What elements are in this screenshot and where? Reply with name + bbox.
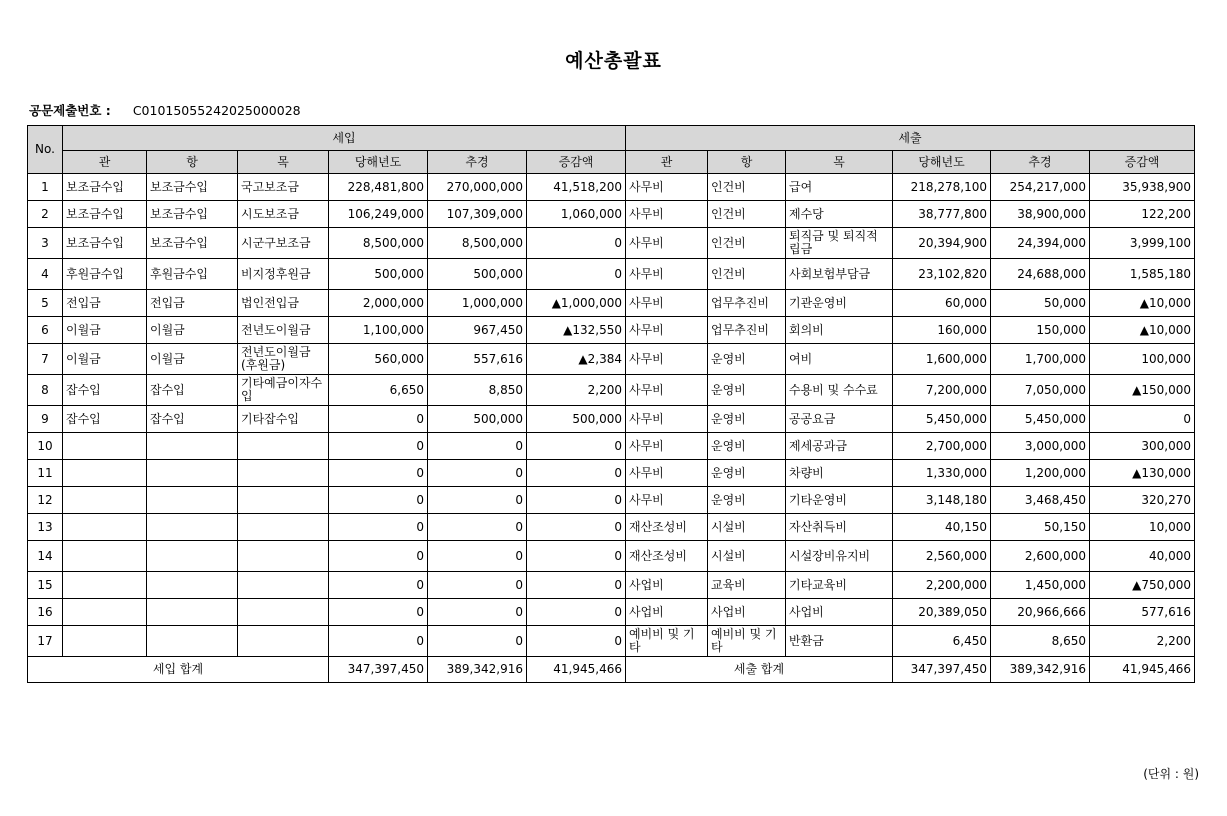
income-supplementary-cell: 967,450 [428,317,527,344]
row-number: 8 [28,375,63,406]
income-mok-cell [238,541,329,572]
expense-change-cell: 40,000 [1090,541,1195,572]
expense-hang-cell: 인건비 [708,201,786,228]
table-row [28,460,1195,487]
expense-current-cell: 1,600,000 [893,344,991,375]
row-number: 10 [28,433,63,460]
income-hang-cell: 후원금수입 [147,259,238,290]
expense-supplementary-cell: 5,450,000 [991,406,1090,433]
income-supplementary-cell: 0 [428,599,527,626]
table-row [28,174,1195,201]
table-row [28,344,1195,375]
expense-mok-cell: 수용비 및 수수료 [786,375,893,406]
income-gwan-cell [63,460,147,487]
table-row [28,572,1195,599]
header-income-mok: 목 [238,151,329,174]
table-row [28,626,1195,657]
income-supplementary-cell: 8,850 [428,375,527,406]
income-gwan-cell [63,599,147,626]
expense-current-cell: 38,777,800 [893,201,991,228]
row-number: 9 [28,406,63,433]
row-number: 5 [28,290,63,317]
expense-supplementary-cell: 1,450,000 [991,572,1090,599]
income-change-cell: ▲132,550 [527,317,626,344]
header-income-change: 증감액 [527,151,626,174]
expense-gwan-cell: 사무비 [626,406,708,433]
income-gwan-cell: 보조금수입 [63,228,147,259]
header-income-supplementary: 추경 [428,151,527,174]
income-gwan-cell [63,626,147,657]
income-current-cell: 0 [329,433,428,460]
income-mok-cell [238,433,329,460]
header-expense: 세출 [626,126,1195,151]
totals-row [28,657,1195,683]
header-no: No. [28,126,63,174]
expense-change-cell: 122,200 [1090,201,1195,228]
expense-change-cell: 3,999,100 [1090,228,1195,259]
income-supplementary-cell: 270,000,000 [428,174,527,201]
income-mok-cell: 비지정후원금 [238,259,329,290]
budget-summary-table [27,125,1195,683]
income-current-cell: 106,249,000 [329,201,428,228]
expense-supplementary-cell: 3,468,450 [991,487,1090,514]
expense-mok-cell: 제세공과금 [786,433,893,460]
income-change-cell: 0 [527,514,626,541]
expense-gwan-cell: 재산조성비 [626,514,708,541]
expense-supplementary-cell: 24,688,000 [991,259,1090,290]
income-current-cell: 500,000 [329,259,428,290]
row-number: 1 [28,174,63,201]
income-supplementary-cell: 107,309,000 [428,201,527,228]
income-mok-cell: 국고보조금 [238,174,329,201]
income-hang-cell [147,460,238,487]
expense-total-current: 347,397,450 [893,657,991,683]
income-supplementary-cell: 0 [428,514,527,541]
income-mok-cell [238,572,329,599]
expense-gwan-cell: 재산조성비 [626,541,708,572]
expense-hang-cell: 사업비 [708,599,786,626]
expense-supplementary-cell: 254,217,000 [991,174,1090,201]
income-supplementary-cell: 0 [428,487,527,514]
expense-mok-cell: 자산취득비 [786,514,893,541]
expense-current-cell: 6,450 [893,626,991,657]
expense-gwan-cell: 사업비 [626,572,708,599]
income-gwan-cell: 전입금 [63,290,147,317]
expense-gwan-cell: 사무비 [626,317,708,344]
expense-supplementary-cell: 1,700,000 [991,344,1090,375]
expense-mok-cell: 기타교육비 [786,572,893,599]
table-row [28,375,1195,406]
expense-current-cell: 7,200,000 [893,375,991,406]
table-body [28,174,1195,657]
expense-supplementary-cell: 24,394,000 [991,228,1090,259]
expense-current-cell: 3,148,180 [893,487,991,514]
expense-supplementary-cell: 1,200,000 [991,460,1090,487]
income-change-cell: 41,518,200 [527,174,626,201]
expense-mok-cell: 반환금 [786,626,893,657]
header-row-groups [28,126,1195,151]
income-gwan-cell: 보조금수입 [63,201,147,228]
table-row [28,433,1195,460]
expense-hang-cell: 운영비 [708,487,786,514]
expense-mok-cell: 퇴직금 및 퇴직적립금 [786,228,893,259]
income-change-cell: 500,000 [527,406,626,433]
expense-supplementary-cell: 38,900,000 [991,201,1090,228]
expense-mok-cell: 기타운영비 [786,487,893,514]
expense-hang-cell: 예비비 및 기타 [708,626,786,657]
table-row [28,541,1195,572]
income-total-current: 347,397,450 [329,657,428,683]
expense-gwan-cell: 사무비 [626,375,708,406]
expense-hang-cell: 인건비 [708,174,786,201]
income-mok-cell [238,514,329,541]
income-current-cell: 0 [329,460,428,487]
expense-change-cell: ▲750,000 [1090,572,1195,599]
table-row [28,259,1195,290]
header-expense-mok: 목 [786,151,893,174]
expense-current-cell: 160,000 [893,317,991,344]
expense-mok-cell: 시설장비유지비 [786,541,893,572]
row-number: 6 [28,317,63,344]
expense-hang-cell: 운영비 [708,460,786,487]
expense-change-cell: 0 [1090,406,1195,433]
income-supplementary-cell: 0 [428,460,527,487]
income-supplementary-cell: 1,000,000 [428,290,527,317]
expense-change-cell: 577,616 [1090,599,1195,626]
header-expense-change: 증감액 [1090,151,1195,174]
income-supplementary-cell: 0 [428,433,527,460]
expense-supplementary-cell: 20,966,666 [991,599,1090,626]
expense-change-cell: 320,270 [1090,487,1195,514]
expense-hang-cell: 인건비 [708,259,786,290]
expense-hang-cell: 운영비 [708,344,786,375]
header-income-gwan: 관 [63,151,147,174]
income-gwan-cell: 이월금 [63,344,147,375]
income-current-cell: 0 [329,626,428,657]
income-current-cell: 0 [329,572,428,599]
expense-gwan-cell: 사무비 [626,174,708,201]
row-number: 13 [28,514,63,541]
table-row [28,514,1195,541]
table-row [28,599,1195,626]
header-income: 세입 [63,126,626,151]
table-row [28,317,1195,344]
expense-change-cell: 100,000 [1090,344,1195,375]
income-change-cell: 0 [527,460,626,487]
income-mok-cell: 시도보조금 [238,201,329,228]
income-hang-cell [147,626,238,657]
expense-supplementary-cell: 8,650 [991,626,1090,657]
income-change-cell: 0 [527,487,626,514]
income-hang-cell [147,433,238,460]
income-gwan-cell: 잡수입 [63,406,147,433]
income-gwan-cell: 보조금수입 [63,174,147,201]
income-change-cell: 0 [527,259,626,290]
income-change-cell: 0 [527,572,626,599]
income-current-cell: 6,650 [329,375,428,406]
expense-change-cell: ▲10,000 [1090,317,1195,344]
income-total-change: 41,945,466 [527,657,626,683]
income-mok-cell: 전년도이월금 [238,317,329,344]
expense-total-change: 41,945,466 [1090,657,1195,683]
income-current-cell: 8,500,000 [329,228,428,259]
expense-mok-cell: 차량비 [786,460,893,487]
expense-change-cell: ▲130,000 [1090,460,1195,487]
expense-mok-cell: 제수당 [786,201,893,228]
expense-gwan-cell: 사무비 [626,433,708,460]
income-gwan-cell [63,433,147,460]
income-change-cell: 0 [527,433,626,460]
expense-gwan-cell: 사무비 [626,201,708,228]
table-row [28,201,1195,228]
income-hang-cell: 이월금 [147,344,238,375]
row-number: 7 [28,344,63,375]
income-gwan-cell [63,514,147,541]
table-row [28,406,1195,433]
expense-gwan-cell: 사무비 [626,487,708,514]
income-change-cell: ▲1,000,000 [527,290,626,317]
expense-change-cell: 2,200 [1090,626,1195,657]
income-hang-cell [147,572,238,599]
header-expense-current-year: 당해년도 [893,151,991,174]
row-number: 4 [28,259,63,290]
income-change-cell: 0 [527,541,626,572]
income-gwan-cell: 후원금수입 [63,259,147,290]
header-expense-gwan: 관 [626,151,708,174]
expense-mok-cell: 사업비 [786,599,893,626]
row-number: 12 [28,487,63,514]
expense-current-cell: 23,102,820 [893,259,991,290]
expense-mok-cell: 회의비 [786,317,893,344]
expense-hang-cell: 인건비 [708,228,786,259]
income-mok-cell: 전년도이월금(후원금) [238,344,329,375]
header-expense-supplementary: 추경 [991,151,1090,174]
income-hang-cell: 보조금수입 [147,201,238,228]
income-change-cell: 0 [527,228,626,259]
income-supplementary-cell: 8,500,000 [428,228,527,259]
document-number-value: C01015055242025000028 [132,103,301,118]
income-supplementary-cell: 500,000 [428,406,527,433]
income-mok-cell: 기타잡수입 [238,406,329,433]
income-current-cell: 2,000,000 [329,290,428,317]
income-change-cell: 0 [527,599,626,626]
income-mok-cell [238,487,329,514]
document-number-label: 공문제출번호 : [29,103,111,118]
expense-mok-cell: 사회보험부담금 [786,259,893,290]
row-number: 11 [28,460,63,487]
income-current-cell: 0 [329,541,428,572]
income-change-cell: ▲2,384 [527,344,626,375]
expense-hang-cell: 업무추진비 [708,290,786,317]
expense-change-cell: 300,000 [1090,433,1195,460]
income-mok-cell: 시군구보조금 [238,228,329,259]
expense-current-cell: 5,450,000 [893,406,991,433]
row-number: 2 [28,201,63,228]
expense-hang-cell: 시설비 [708,541,786,572]
expense-gwan-cell: 사무비 [626,344,708,375]
expense-hang-cell: 운영비 [708,406,786,433]
expense-supplementary-cell: 50,150 [991,514,1090,541]
row-number: 3 [28,228,63,259]
expense-current-cell: 2,560,000 [893,541,991,572]
expense-gwan-cell: 사업비 [626,599,708,626]
income-gwan-cell: 잡수입 [63,375,147,406]
expense-gwan-cell: 사무비 [626,228,708,259]
expense-current-cell: 60,000 [893,290,991,317]
expense-gwan-cell: 예비비 및 기타 [626,626,708,657]
income-current-cell: 228,481,800 [329,174,428,201]
header-income-current-year: 당해년도 [329,151,428,174]
expense-supplementary-cell: 7,050,000 [991,375,1090,406]
table-row [28,487,1195,514]
income-change-cell: 2,200 [527,375,626,406]
expense-change-cell: 1,585,180 [1090,259,1195,290]
expense-supplementary-cell: 2,600,000 [991,541,1090,572]
income-mok-cell: 기타예금이자수입 [238,375,329,406]
income-hang-cell: 보조금수입 [147,174,238,201]
expense-mok-cell: 급여 [786,174,893,201]
income-current-cell: 560,000 [329,344,428,375]
expense-change-cell: 10,000 [1090,514,1195,541]
row-number: 15 [28,572,63,599]
expense-mok-cell: 공공요금 [786,406,893,433]
expense-hang-cell: 운영비 [708,433,786,460]
expense-supplementary-cell: 3,000,000 [991,433,1090,460]
income-mok-cell: 법인전입금 [238,290,329,317]
expense-mok-cell: 여비 [786,344,893,375]
expense-hang-cell: 교육비 [708,572,786,599]
expense-gwan-cell: 사무비 [626,290,708,317]
expense-gwan-cell: 사무비 [626,259,708,290]
income-gwan-cell [63,487,147,514]
expense-supplementary-cell: 150,000 [991,317,1090,344]
income-current-cell: 0 [329,599,428,626]
expense-current-cell: 1,330,000 [893,460,991,487]
expense-mok-cell: 기관운영비 [786,290,893,317]
expense-current-cell: 20,394,900 [893,228,991,259]
income-hang-cell: 잡수입 [147,406,238,433]
income-gwan-cell [63,572,147,599]
table-row [28,228,1195,259]
income-hang-cell: 이월금 [147,317,238,344]
expense-total-supplementary: 389,342,916 [991,657,1090,683]
income-total-label: 세입 합계 [28,657,329,683]
header-row-columns [28,151,1195,174]
expense-change-cell: ▲10,000 [1090,290,1195,317]
income-current-cell: 0 [329,514,428,541]
income-hang-cell: 잡수입 [147,375,238,406]
expense-hang-cell: 운영비 [708,375,786,406]
income-hang-cell: 전입금 [147,290,238,317]
income-hang-cell: 보조금수입 [147,228,238,259]
unit-note: (단위 : 원) [1143,767,1199,781]
row-number: 17 [28,626,63,657]
income-mok-cell [238,599,329,626]
income-mok-cell [238,460,329,487]
income-hang-cell [147,514,238,541]
income-change-cell: 0 [527,626,626,657]
expense-current-cell: 20,389,050 [893,599,991,626]
income-gwan-cell [63,541,147,572]
page-title: 예산총괄표 [565,50,662,72]
row-number: 16 [28,599,63,626]
income-change-cell: 1,060,000 [527,201,626,228]
income-total-supplementary: 389,342,916 [428,657,527,683]
expense-change-cell: 35,938,900 [1090,174,1195,201]
income-hang-cell [147,599,238,626]
income-supplementary-cell: 0 [428,541,527,572]
expense-total-label: 세출 합계 [626,657,893,683]
expense-hang-cell: 업무추진비 [708,317,786,344]
income-hang-cell [147,541,238,572]
header-income-hang: 항 [147,151,238,174]
income-hang-cell [147,487,238,514]
income-current-cell: 1,100,000 [329,317,428,344]
income-current-cell: 0 [329,406,428,433]
income-current-cell: 0 [329,487,428,514]
expense-current-cell: 40,150 [893,514,991,541]
expense-supplementary-cell: 50,000 [991,290,1090,317]
income-mok-cell [238,626,329,657]
row-number: 14 [28,541,63,572]
table-row [28,290,1195,317]
expense-gwan-cell: 사무비 [626,460,708,487]
header-expense-hang: 항 [708,151,786,174]
expense-current-cell: 2,700,000 [893,433,991,460]
expense-current-cell: 2,200,000 [893,572,991,599]
expense-current-cell: 218,278,100 [893,174,991,201]
expense-hang-cell: 시설비 [708,514,786,541]
income-supplementary-cell: 0 [428,572,527,599]
income-supplementary-cell: 500,000 [428,259,527,290]
document-number-line [29,101,301,119]
expense-change-cell: ▲150,000 [1090,375,1195,406]
income-gwan-cell: 이월금 [63,317,147,344]
income-supplementary-cell: 557,616 [428,344,527,375]
income-supplementary-cell: 0 [428,626,527,657]
